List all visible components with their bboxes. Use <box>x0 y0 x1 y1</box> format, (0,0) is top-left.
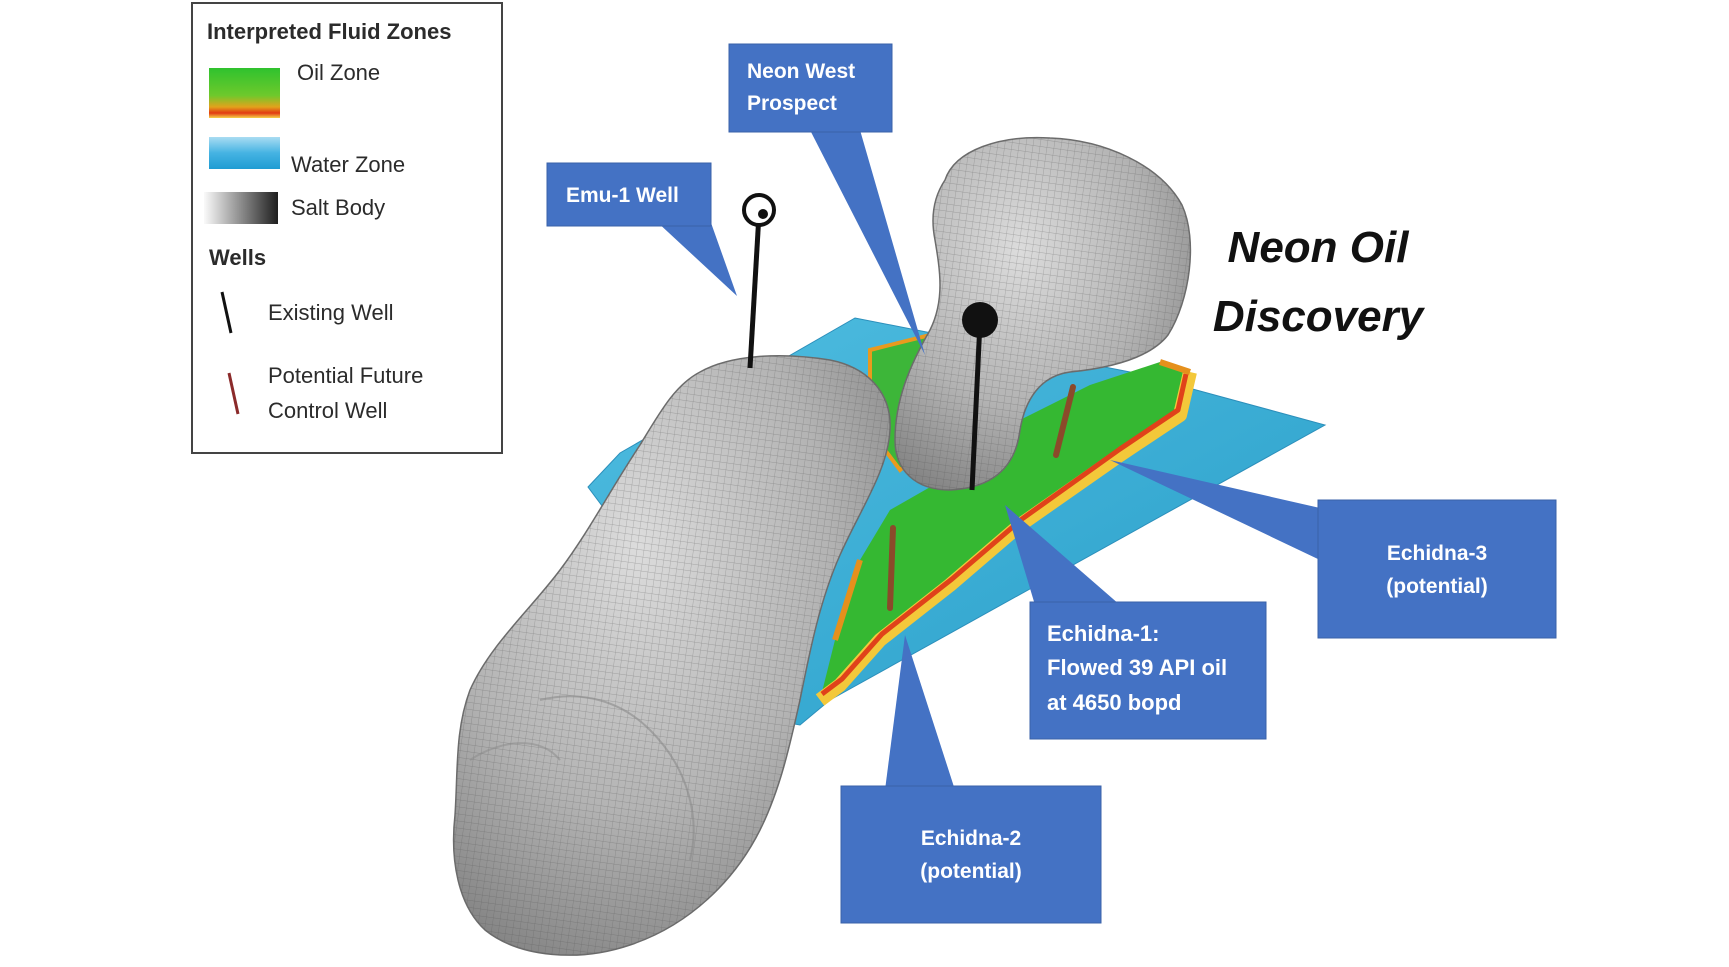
callout-neon-west-box <box>729 44 892 132</box>
callout-echidna2-line2: (potential) <box>920 860 1022 883</box>
future-well-label-line2: Control Well <box>268 398 388 423</box>
callout-emu1-line1: Emu-1 Well <box>566 184 679 207</box>
future-well-echidna2 <box>890 528 893 608</box>
oil-zone-label: Oil Zone <box>297 60 381 85</box>
salt-body-swatch <box>204 192 278 224</box>
emu1-well-trace <box>750 214 759 368</box>
callout-echidna3-line2: (potential) <box>1386 575 1488 598</box>
callout-echidna1-line2: Flowed 39 API oil <box>1047 655 1228 680</box>
title-line2: Discovery <box>1212 292 1424 341</box>
emu1-well-marker <box>744 195 774 225</box>
callout-neon-west-line2: Prospect <box>747 92 837 115</box>
legend <box>192 3 502 453</box>
callout-echidna3-box <box>1318 500 1556 638</box>
callout-echidna3-line1: Echidna-3 <box>1386 542 1488 565</box>
water-zone-label: Water Zone <box>291 152 406 177</box>
wells-heading: Wells <box>209 245 267 270</box>
legend-title: Interpreted Fluid Zones <box>207 19 452 44</box>
oil-zone-swatch <box>209 68 280 118</box>
callout-echidna2-box <box>841 786 1101 923</box>
water-zone-swatch <box>209 137 280 169</box>
callout-emu1 <box>547 163 737 296</box>
title-line1: Neon Oil <box>1227 223 1409 272</box>
future-well-label-line1: Potential Future <box>268 363 424 388</box>
callout-echidna1 <box>1005 505 1266 739</box>
callout-echidna1-line3: at 4650 bopd <box>1047 690 1182 715</box>
callout-echidna1-line1: Echidna-1: <box>1047 621 1160 646</box>
callout-echidna2-line1: Echidna-2 <box>920 827 1022 850</box>
salt-body-label: Salt Body <box>291 195 386 220</box>
existing-well-label: Existing Well <box>268 300 394 325</box>
discovery-title <box>1213 223 1426 341</box>
callout-neon-west-line1: Neon West <box>747 60 856 83</box>
emu1-well-marker-dot <box>758 209 768 219</box>
callout-emu1-pointer <box>655 220 737 296</box>
echidna1-well-marker <box>962 302 998 338</box>
